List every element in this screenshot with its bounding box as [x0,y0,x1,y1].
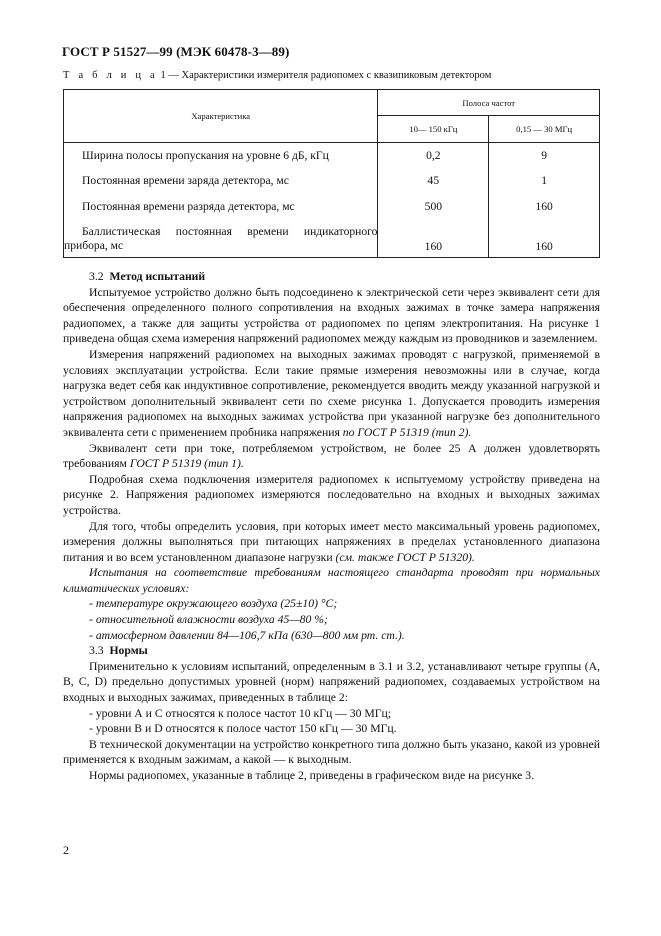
paragraph: В технической документации на устройство конкретного типа должно быть указано, какой из уровней применяется к входным зажимам, а какой — к выходным. [63,737,600,767]
row-value-a: 160 [378,220,489,258]
paragraph: Применительно к условиям испытаний, определенным в 3.1 и 3.2, устанавливают четыре группы (А, В, С, D) предельно допустимых уровней (норм) напряжений радиопомех, создаваемых устройством на входных и выходных зажимах, приведенных в таблице 2: [63,659,600,705]
body-text [63,269,600,784]
list-item: - атмосферном давлении 84—106,7 кПа (630—800 мм рт. ст.). [89,628,405,642]
row-label: Ширина полосы пропускания на уровне 6 дБ, кГц [64,143,378,169]
table-caption [63,70,491,81]
row-label-line1: Баллистическая постоянная времени индикаторного [82,225,378,238]
list-item: - относительной влажности воздуха 45—80 %; [89,613,328,627]
paragraph: Испытания на соответствие требованиям настоящего стандарта проводят при нормальных климатических условиях: [63,566,600,595]
row-value-b: 160 [489,193,600,220]
row-value-a: 45 [378,169,489,193]
header-band-b: 0,15 — 30 МГц [489,116,600,143]
paragraph: Эквивалент сети при токе, потребляемом устройством, не более 25 А должен удовлетворять требованиям ГОСТ Р 51319 (тип 1). [63,441,600,471]
paragraph: Измерения напряжений радиопомех на выходных зажимах проводят с нагрузкой, применяемой в условиях эксплуатации устройства. Если такие прямые измерения невозможны или в случае, когда нагрузка ведет себя как индуктивное сопротивление, рекомендуется вводить между указанной нагрузкой и устройством дополнительный эквивалент сети по схеме рисунка 1. Допускается проводить измерения напряжения радиопомех на выходных зажимах устройства при указанной нагрузке без дополнительного эквивалента сети с применением пробника напряжения по ГОСТ Р 51319 (тип 2). [63,347,600,439]
table-row [64,143,600,169]
paragraph: Испытуемое устройство должно быть подсоединено к электрической сети через эквивалент сети для обеспечения определенного полного сопротивления на входных зажимах в точке замера напряжения радиопомех, а также для защиты устройства от радиопомех по цепям электропитания. На рисунке 1 приведена общая схема измерения напряжений радиопомех между каждым из проводников и заземлением. [63,285,600,346]
paragraph: Нормы радиопомех, указанные в таблице 2, приведены в графическом виде на рисунке 3. [89,769,535,782]
table-row [64,220,600,258]
section-3-2-title: Метод испытаний [109,270,206,283]
page-number: 2 [63,843,69,857]
header-characteristic: Характеристика [64,90,378,143]
list-item: - уровни А и С относятся к полосе частот 10 кГц — 30 МГц; [89,706,392,720]
row-value-a: 0,2 [378,143,489,169]
table-caption-prefix: Т а б л и ц а [63,70,158,81]
row-label: Постоянная времени разряда детектора, мс [64,193,378,220]
section-3-3-heading: 3.3 Нормы [89,644,148,658]
paragraph: Для того, чтобы определить условия, при которых имеет место максимальный уровень радиопомех, измерения должны выполняться при питающих напряжениях в пределах установленного диапазона питания и во всем установленном диапазоне нагрузки (см. также ГОСТ Р 51320). [63,519,600,564]
table-caption-text: 1 — Характеристики измерителя радиопомех с квазипиковым детектором [157,70,492,81]
section-3-2-heading: 3.2 Метод испытаний [89,270,206,283]
header-frequency-band: Полоса частот [378,90,600,116]
document-header: ГОСТ Р 51527—99 (МЭК 60478-3—89) [62,44,290,59]
row-value-a: 500 [378,193,489,220]
paragraph: Подробная схема подключения измерителя радиопомех к испытуемому устройству приведена на рисунке 2. Напряжения радиопомех измеряются последовательно на входных и выходных зажимах устройства. [63,472,600,517]
row-label-line2: прибора, мс [64,239,124,252]
row-value-b: 9 [489,143,600,169]
characteristics-table [63,89,600,258]
table-row [64,193,600,220]
row-value-b: 160 [489,220,600,258]
row-label: Постоянная времени заряда детектора, мс [64,169,378,193]
table-row [64,169,600,193]
header-band-a: 10— 150 кГц [378,116,489,143]
list-item: - уровни В и D относятся к полосе частот 150 кГц — 30 МГц. [89,722,397,736]
section-3-3-title: Нормы [109,644,148,658]
row-value-b: 1 [489,169,600,193]
list-item: - температуре окружающего воздуха (25±10) °С; [89,597,338,611]
